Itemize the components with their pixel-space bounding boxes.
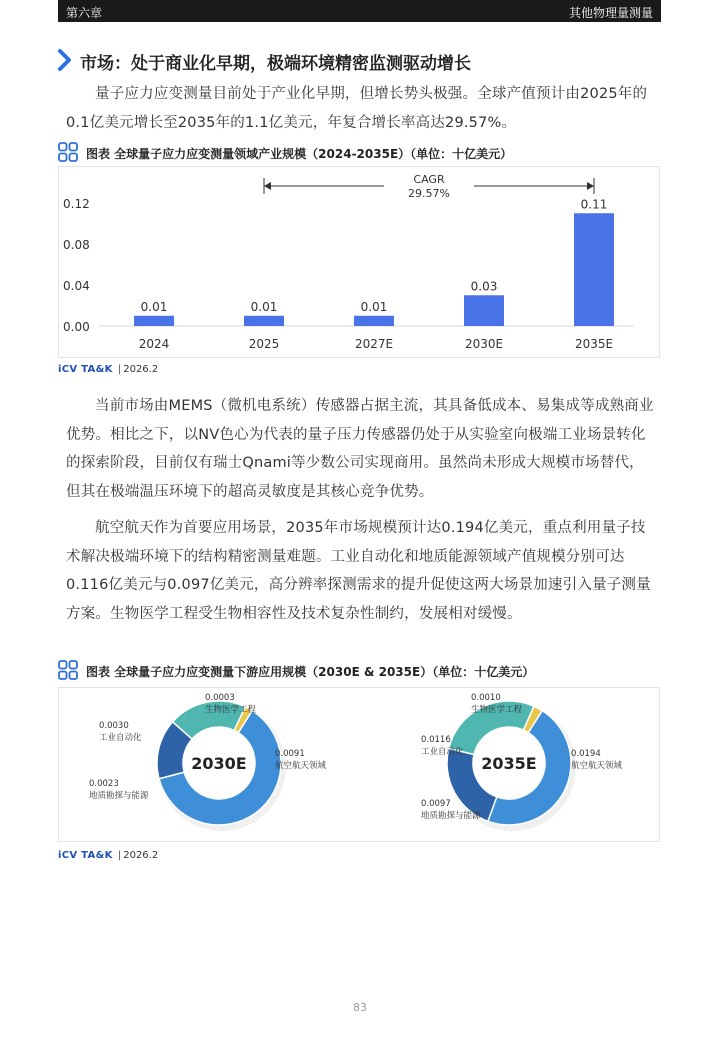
arrow-left-icon	[264, 182, 271, 190]
slice-value: 0.0023	[89, 779, 119, 789]
donut-chart-panel	[58, 687, 660, 842]
slice-name: 工业自动化	[421, 747, 464, 757]
y-tick-label: 0.00	[63, 320, 90, 334]
cagr-label: CAGR	[413, 173, 445, 186]
bar-value-label: 0.01	[360, 299, 388, 314]
slice-value: 0.0030	[99, 721, 129, 731]
slice-value: 0.0010	[471, 693, 501, 703]
chart-grid-icon	[58, 142, 78, 162]
bar-2030E	[464, 295, 504, 326]
slice-value: 0.0194	[571, 749, 601, 759]
figure1-caption-text: 图表 全球量子应力应变测量领域产业规模（2024-2035E）（单位：十亿美元）	[86, 147, 513, 161]
bar-chart	[59, 167, 659, 357]
y-tick-label: 0.04	[63, 279, 90, 293]
donut-charts	[59, 688, 659, 841]
bar-value-label: 0.11	[580, 197, 608, 212]
cagr-value: 29.57%	[408, 187, 450, 200]
figure1-caption	[58, 142, 678, 164]
slice-name: 工业自动化	[99, 733, 142, 743]
slice-value: 0.0003	[205, 693, 235, 703]
bar-value-label: 0.01	[140, 299, 168, 314]
paragraph-mems: 当前市场由MEMS（微机电系统）传感器占据主流，其具备低成本、易集成等成熟商业优势。相比之下，以NV色心为代表的量子压力传感器仍处于从实验室向极端工业场景转化的探索阶段，目前仅有瑞士Qnami等少数公司实现商用。虽然尚未形成大规模市场替代，但其在极端温压环境下的超高灵敏度是其核心竞争优势。	[66, 398, 654, 500]
bar-value-label: 0.01	[250, 299, 278, 314]
cagr-annotation	[264, 173, 594, 200]
donut-2030E	[89, 693, 327, 831]
bar-2024	[134, 316, 174, 326]
x-tick-label: 2030E	[464, 337, 504, 351]
x-tick-label: 2035E	[574, 337, 614, 351]
slice-name: 生物医学工程	[205, 705, 257, 715]
chevron-right-icon	[58, 49, 72, 71]
slice-name: 地质勘探与能源	[89, 791, 149, 801]
slice-label	[571, 749, 623, 771]
slice-label	[99, 721, 142, 743]
source-date: 2026.2	[123, 364, 159, 375]
arrow-right-icon	[587, 182, 594, 190]
y-tick-label: 0.12	[63, 197, 90, 211]
bar-2025	[244, 316, 284, 326]
source-separator: |	[117, 364, 122, 375]
section-label: 其他物理量测量	[568, 6, 653, 20]
bar-value-label: 0.03	[470, 279, 498, 294]
section-heading	[58, 46, 678, 76]
x-tick-label: 2024	[138, 337, 170, 351]
x-tick-label: 2025	[248, 337, 280, 351]
figure1-source	[58, 364, 158, 375]
slice-name: 航空航天领域	[275, 761, 327, 771]
source-brand: iCV TA&K	[58, 364, 113, 375]
slice-name: 地质勘探与能源	[421, 811, 481, 821]
donut-center-label: 2035E	[481, 754, 537, 773]
slice-label	[89, 779, 149, 801]
paragraph-aerospace: 航空航天作为首要应用场景，2035年市场规模预计达0.194亿美元，重点利用量子技术解决极端环境下的结构精密测量难题。工业自动化和地质能源领域产值规模分别可达0.116亿美元与0.097亿美元，高分辨率探测需求的提升促使这两大场景加速引入量子测量方案。生物医学工程受生物相容性及技术复杂性制约，发展相对缓慢。	[66, 520, 651, 622]
chart-grid-icon	[58, 660, 78, 680]
figure2-caption	[58, 660, 678, 682]
donut-2035E	[421, 693, 623, 831]
donut-center-label: 2030E	[191, 754, 247, 773]
x-tick-label: 2027E	[354, 337, 394, 351]
section-title: 市场：处于商业化早期，极端环境精密监测驱动增长	[80, 54, 471, 74]
figure2-source	[58, 850, 158, 861]
slice-value: 0.0116	[421, 735, 451, 745]
bar-2027E	[354, 316, 394, 326]
paragraph-intro: 量子应力应变测量目前处于产业化早期，但增长势头极强。全球产值预计由2025年的0.1亿美元增长至2035年的1.1亿美元，年复合增长率高达29.57%。	[66, 86, 648, 131]
page-number: 83	[353, 1001, 367, 1014]
y-tick-label: 0.08	[63, 238, 90, 252]
source-brand: iCV TA&K	[58, 850, 113, 861]
chapter-label: 第六章	[66, 6, 103, 20]
slice-value: 0.0097	[421, 799, 451, 809]
slice-name: 生物医学工程	[471, 705, 523, 715]
bar-chart-panel	[58, 166, 660, 358]
figure2-caption-text: 图表 全球量子应力应变测量下游应用规模（2030E & 2035E）（单位：十亿美元）	[86, 665, 535, 679]
source-separator: |	[117, 850, 122, 861]
slice-value: 0.0091	[275, 749, 305, 759]
slice-name: 航空航天领域	[571, 761, 623, 771]
source-date: 2026.2	[123, 850, 159, 861]
page-header	[58, 0, 661, 22]
bar-2035E	[574, 213, 614, 326]
